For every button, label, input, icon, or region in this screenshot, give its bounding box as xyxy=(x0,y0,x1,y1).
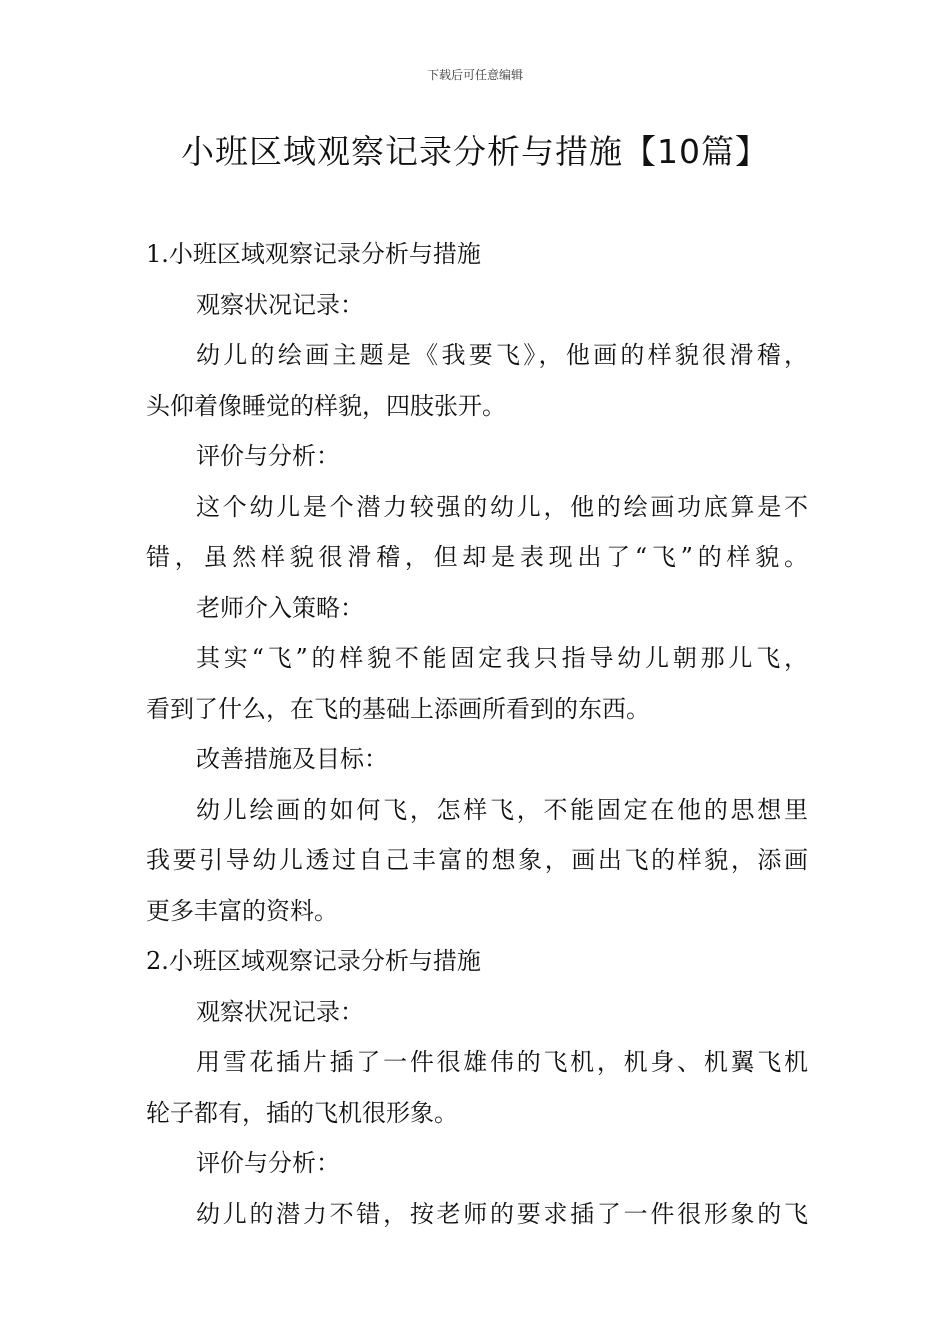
text-line: 改善措施及目标： xyxy=(196,745,388,773)
text-line: 1.小班区域观察记录分析与措施 xyxy=(146,240,481,268)
text-line: 老师介入策略： xyxy=(196,593,364,622)
text-line: 头仰着像睡觉的样貌，四肢张开。 xyxy=(146,391,506,420)
text-line: 更多丰富的资料。 xyxy=(146,896,338,925)
header-note: 下载后可任意编辑 xyxy=(426,68,523,82)
text-line: 评价与分析： xyxy=(196,442,340,470)
text-line: 我要引导幼儿透过自己丰富的想象，画出飞的样貌，添画 xyxy=(146,846,808,874)
document-title: 小班区域观察记录分析与措施【10篇】 xyxy=(181,132,769,171)
text-line: 错，虽然样貌很滑稽，但却是表现出了“飞”的样貌。 xyxy=(146,543,808,571)
text-line: 看到了什么，在飞的基础上添画所看到的东西。 xyxy=(146,694,650,723)
text-line: 评价与分析： xyxy=(196,1149,340,1177)
text-line: 观察状况记录： xyxy=(196,290,364,319)
text-line: 2.小班区域观察记录分析与措施 xyxy=(146,947,481,975)
text-line: 这个幼儿是个潜力较强的幼儿，他的绘画功底算是不 xyxy=(196,492,808,521)
text-line: 其实“飞”的样貌不能固定我只指导幼儿朝那儿飞， xyxy=(196,644,808,672)
text-line: 用雪花插片插了一件很雄伟的飞机，机身、机翼飞机 xyxy=(196,1048,808,1076)
text-line: 幼儿绘画的如何飞，怎样飞，不能固定在他的思想里 xyxy=(196,795,808,824)
document-body xyxy=(146,229,808,1239)
text-line: 幼儿的潜力不错，按老师的要求插了一件很形象的飞 xyxy=(196,1199,808,1228)
text-line: 轮子都有，插的飞机很形象。 xyxy=(146,1098,458,1127)
text-line: 幼儿的绘画主题是《我要飞》，他画的样貌很滑稽， xyxy=(196,341,808,369)
text-line: 观察状况记录： xyxy=(196,997,364,1026)
